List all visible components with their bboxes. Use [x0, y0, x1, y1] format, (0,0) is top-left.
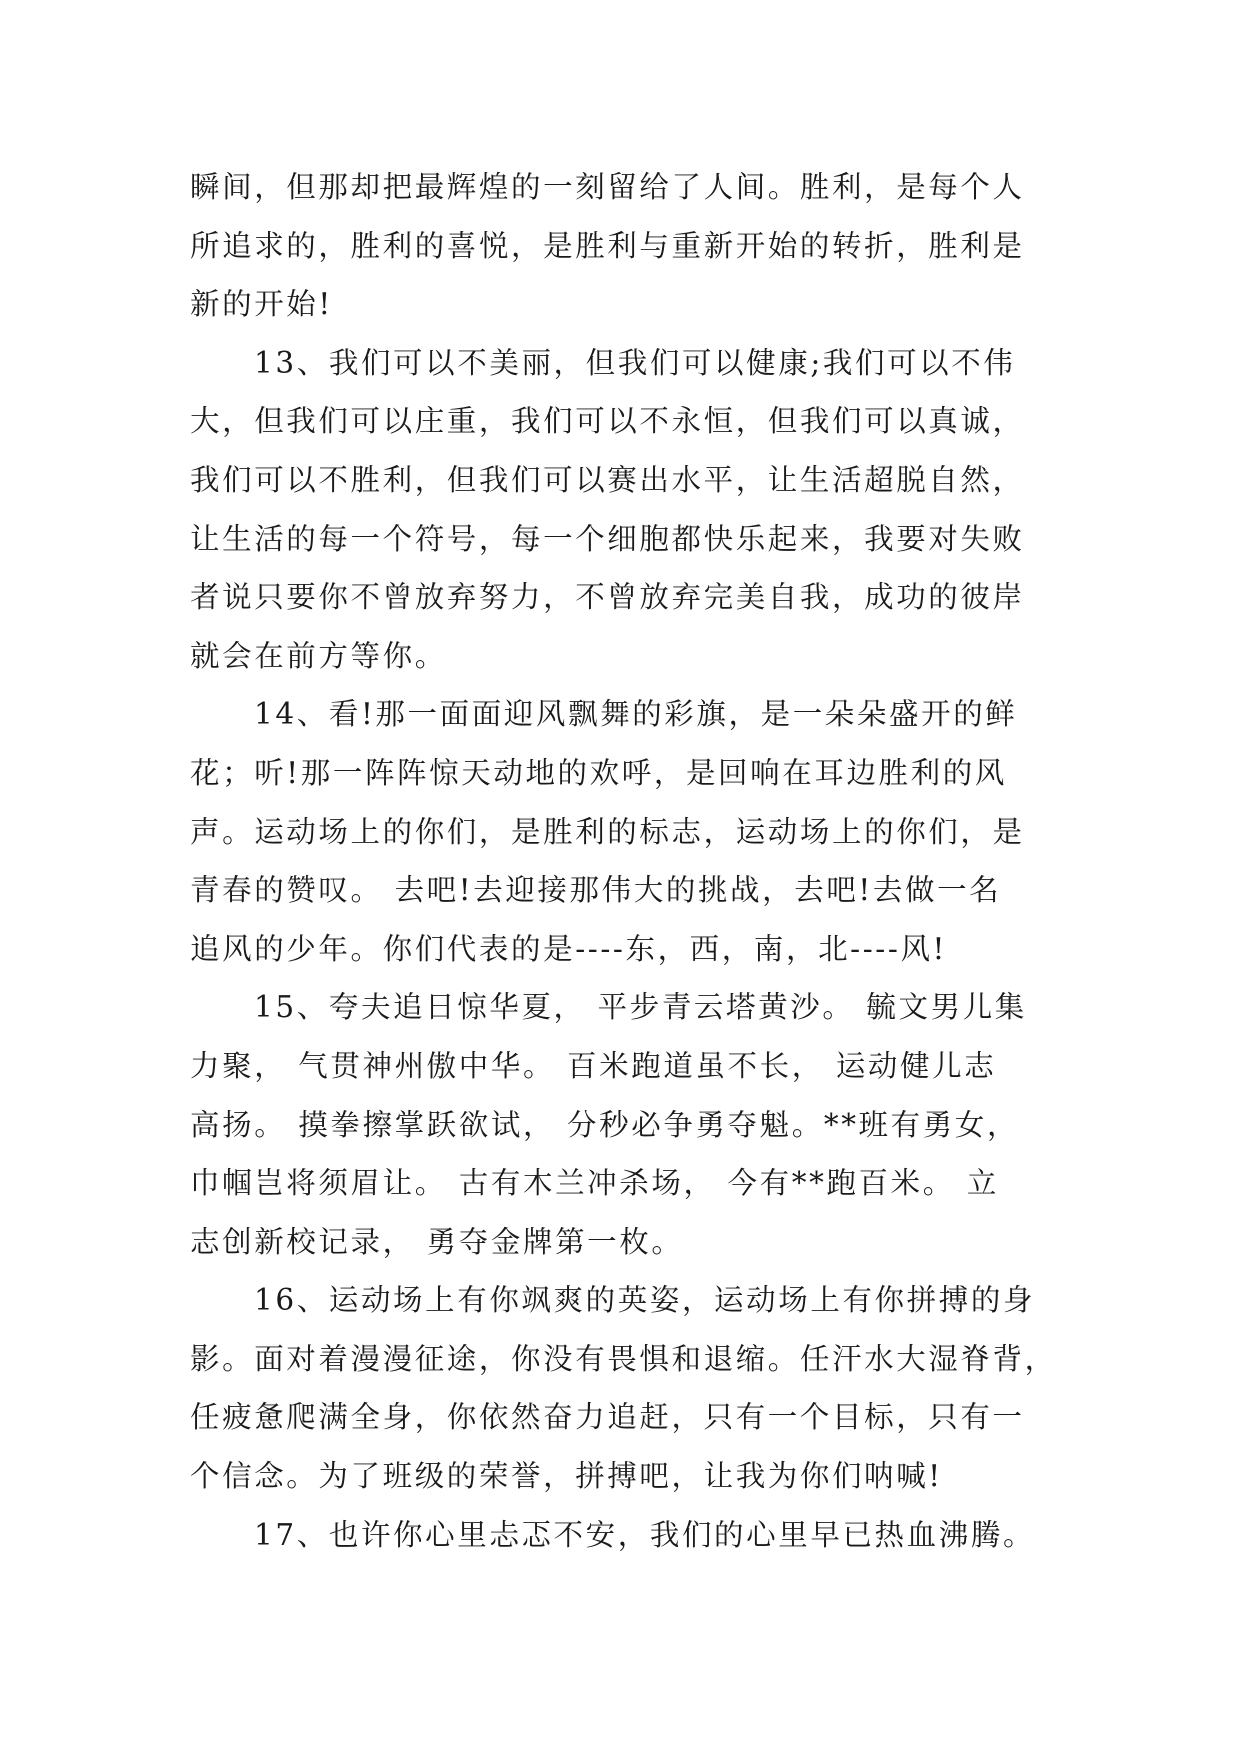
- text-line: 所追求的，胜利的喜悦，是胜利与重新开始的转折，胜利是: [190, 228, 1025, 263]
- text-line: 青春的赞叹。 去吧!去迎接那伟大的挑战，去吧!去做一名: [190, 873, 1002, 908]
- text-line: 高扬。 摸拳擦掌跃欲试， 分秒必争勇夺魁。**班有勇女，: [190, 1107, 1020, 1142]
- text-line: 花；听!那一阵阵惊天动地的欢呼，是回响在耳边胜利的风: [190, 755, 1007, 790]
- text-line: 者说只要你不曾放弃努力，不曾放弃完美自我，成功的彼岸: [190, 580, 1025, 615]
- paragraph-16-start: 16、运动场上有你飒爽的英姿，运动场上有你拼搏的身: [254, 1283, 1036, 1318]
- paragraph-13-start: 13、我们可以不美丽，但我们可以健康;我们可以不伟: [254, 345, 1016, 380]
- text-line: 就会在前方等你。: [190, 638, 447, 673]
- text-line: 瞬间，但那却把最辉煌的一刻留给了人间。胜利，是每个人: [190, 170, 1025, 204]
- text-line: 任疲惫爬满全身，你依然奋力追赶，只有一个目标，只有一: [190, 1400, 1025, 1435]
- text-line: 影。面对着漫漫征途，你没有畏惧和退缩。任汗水大湿脊背，: [190, 1341, 1057, 1376]
- text-line: 力聚， 气贯神州傲中华。 百米跑道虽不长， 运动健儿志: [190, 1048, 997, 1083]
- text-line: 个信念。为了班级的荣誉，拼搏吧，让我为你们呐喊!: [190, 1459, 943, 1494]
- text-line: 大，但我们可以庄重，我们可以不永恒，但我们可以真诚，: [190, 404, 1025, 439]
- paragraph-14-start: 14、看!那一面面迎风飘舞的彩旗，是一朵朵盛开的鲜: [254, 697, 1018, 732]
- text-line: 声。运动场上的你们，是胜利的标志，运动场上的你们，是: [190, 814, 1025, 849]
- text-line: 新的开始!: [190, 287, 333, 322]
- text-line: 志创新校记录， 勇夺金牌第一枚。: [190, 1224, 684, 1259]
- text-line: 追风的少年。你们代表的是----东，西，南，北----风!: [190, 931, 947, 966]
- paragraph-17-start: 17、也许你心里忐忑不安，我们的心里早已热血沸腾。: [254, 1517, 1036, 1552]
- text-line: 我们可以不胜利，但我们可以赛出水平，让生活超脱自然，: [190, 462, 1025, 497]
- paragraph-15-start: 15、夸夫追日惊华夏， 平步青云塔黄沙。 毓文男儿集: [254, 990, 1027, 1025]
- document-body: [190, 158, 1070, 1564]
- text-line: 巾帼岂将须眉让。 古有木兰冲杀场， 今有**跑百米。 立: [190, 1166, 999, 1201]
- text-line: 让生活的每一个符号，每一个细胞都快乐起来，我要对失败: [190, 521, 1025, 556]
